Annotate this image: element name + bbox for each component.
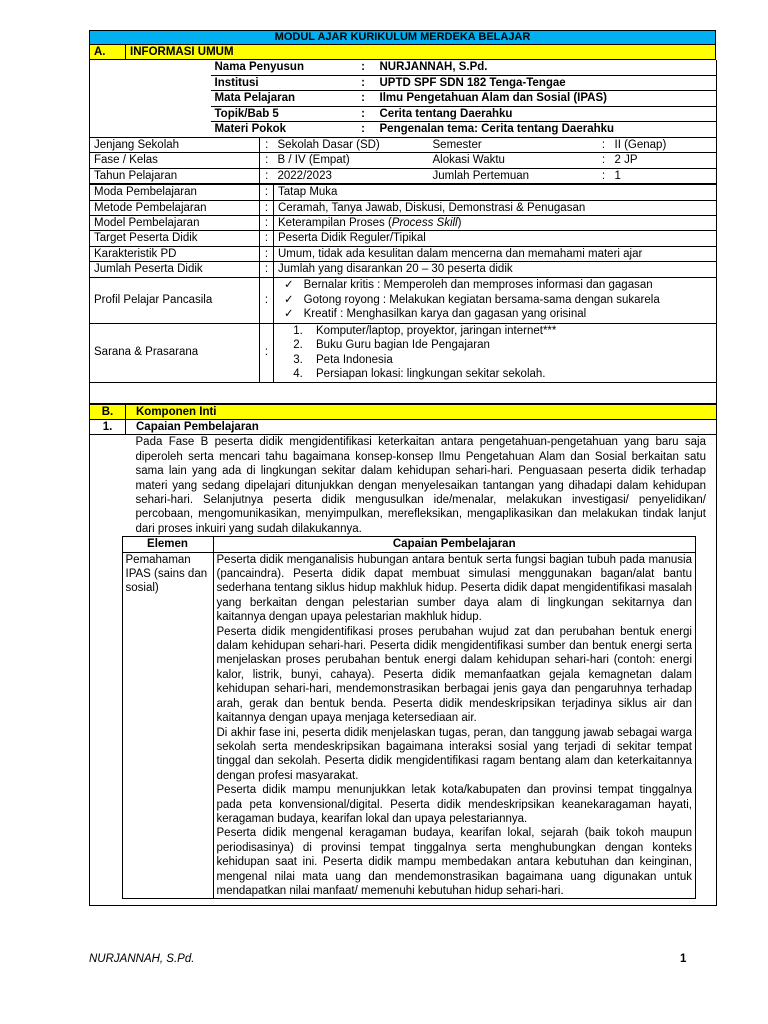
profil-label: Profil Pelajar Pancasila [90, 277, 260, 323]
sarana-list [278, 324, 712, 382]
document-content [89, 30, 716, 906]
sarana-label: Sarana & Prasarana [90, 323, 260, 382]
attribute-row [90, 200, 717, 215]
detail-value: B / IV (Empat) [274, 153, 429, 168]
info-value: Pengenalan tema: Cerita tentang Daerahku [379, 123, 615, 136]
header-capaian: Capaian Pembelajaran [213, 537, 696, 552]
info-value: UPTD SPF SDN 182 Tenga-Tengae [376, 75, 717, 91]
profil-list [278, 278, 712, 321]
info-label: Mata Pelajaran [211, 91, 351, 107]
info-label: Nama Penyusun [211, 60, 351, 75]
info-label: Materi Pokok [214, 123, 287, 136]
info-indent [90, 122, 211, 137]
element-name: Pemahaman IPAS (sains dan sosial) [122, 552, 213, 899]
detail-table [89, 137, 717, 184]
detail-colon-2: : [597, 137, 611, 152]
spacer-row [90, 382, 717, 403]
detail-colon-2: : [597, 168, 611, 183]
attribute-label: Karakteristik PD [90, 246, 260, 261]
sarana-list-cell [274, 323, 717, 382]
attribute-colon: : [260, 231, 274, 246]
info-value: Cerita tentang Daerahku [376, 106, 717, 122]
info-row [90, 75, 717, 91]
detail-row [90, 153, 717, 168]
capaian-paragraph: Peserta didik mampu menunjukkan letak kota/kabupaten dan provinsi tempat tinggalnya pada peta konvensional/digital. Peserta didik mendeskripsikan keanekaragaman hayati, keragaman budaya, kearifan lokal dan upaya pelestariannya. [216, 784, 692, 825]
attribute-value-cell [274, 215, 717, 230]
capaian-intro: Pada Fase B peserta didik mengidentifikasi keterkaitan antara pengetahuan-pengetahuan yang baru saja diperoleh serta mencari tahu bagaimana konsep-konsep Ilmu Pengetahuan Alam dan Sosial berkaitan satu sama lain yang ada di lingkungan sekitar dalam kehidupan sehari-hari. Penguasaan peserta didik terhadap materi yang sedang dipelajari ditunjukkan dengan menyelesaikan tantangan yang dihadapi dalam kehidupan sehari-hari. Selanjutnya peserta didik mengusulkan ide/menalar, melakukan investigasi/ penyelidikan/ percobaan, mengomunikasikan, menyimpulkan, merefleksikan, mengaplikasikan dan melakukan tindak lanjut dari proses inkuiri yang sudah dilakukannya. [135, 436, 706, 535]
attribute-label: Jumlah Peserta Didik [90, 262, 260, 277]
info-colon: : [351, 60, 376, 75]
attribute-value-cell [274, 262, 717, 277]
attribute-value-end: ) [457, 216, 462, 229]
attribute-row [90, 262, 717, 277]
attribute-label: Model Pembelajaran [90, 215, 260, 230]
attribute-table [89, 184, 717, 403]
attribute-value: Jumlah yang disarankan 20 – 30 peserta didik [278, 263, 513, 276]
info-row [90, 91, 717, 107]
detail-label-2: Semester [429, 137, 597, 152]
attribute-row [90, 231, 717, 246]
attribute-value-italic: Process Skill [391, 216, 458, 229]
profil-list-cell [274, 277, 717, 323]
section-b-label: Komponen Inti [126, 404, 717, 419]
info-row [90, 106, 717, 122]
detail-value: Sekolah Dasar (SD) [274, 137, 429, 152]
info-colon: : [351, 106, 376, 122]
sarana-item: 1. Komputer/laptop, proyektor, jaringan internet*** [306, 324, 712, 338]
info-table [89, 60, 717, 137]
profil-item: ✓ Bernalar kritis : Memperoleh dan memproses informasi dan gagasan [284, 278, 712, 292]
page-number: 1 [680, 953, 687, 965]
detail-label: Tahun Pelajaran [90, 168, 260, 183]
capaian-paragraph: Peserta didik menganalisis hubungan antara bentuk serta fungsi bagian tubuh pada manusia (pancaindra). Peserta didik dapat membuat simulasi menggunakan bagan/alat bantu sederhana tentang siklus hidup makhluk hidup. Peserta didik dapat mengidentifikasi masalah yang berkaitan dengan pelestarian sumber daya alam di lingkungan sekitarnya dan kaitannya dengan upaya pelestarian makhluk hidup. [216, 553, 692, 624]
capaian-label: Capaian Pembelajaran [126, 419, 717, 434]
attribute-label: Metode Pembelajaran [90, 200, 260, 215]
attribute-value-cell [274, 231, 717, 246]
detail-value-2: 1 [611, 168, 717, 183]
attribute-value: Keterampilan Proses ( [278, 216, 392, 229]
detail-label-2: Jumlah Pertemuan [429, 168, 597, 183]
indent-cell [90, 435, 126, 906]
capaian-description [213, 552, 696, 899]
profil-item: ✓ Gotong royong : Melakukan kegiatan bersama-sama dengan sukarela [284, 293, 712, 307]
detail-value-2: II (Genap) [611, 137, 717, 152]
detail-row [90, 137, 717, 152]
component-table [89, 404, 717, 907]
attribute-colon: : [260, 246, 274, 261]
detail-colon: : [260, 168, 274, 183]
capaian-paragraph: Peserta didik mengenal keragaman budaya, kearifan lokal, sejarah (baik tokoh maupun periodisasinya) di provinsi tempat tinggalnya serta menghubungkan dengan konteks kehidupan saat ini. Peserta didik mampu membedakan antara kebutuhan dan keinginan, mengenal nilai mata uang dan mendemonstrasikan bagaimana uang digunakan untuk mendapatkan nilai manfaat/ memenuhi kebutuhan hidup sehari-hari. [216, 827, 692, 897]
detail-label-2: Alokasi Waktu [429, 153, 597, 168]
info-label: Topik/Bab 5 [211, 106, 351, 122]
attribute-row [90, 185, 717, 200]
detail-colon-2: : [597, 153, 611, 168]
info-indent [90, 75, 211, 91]
section-a-label: INFORMASI UMUM [126, 45, 716, 60]
info-row [90, 60, 717, 75]
capaian-body [126, 435, 717, 906]
capaian-inner-table [122, 536, 697, 899]
detail-value: 2022/2023 [274, 168, 429, 183]
header-elemen: Elemen [122, 537, 213, 552]
attribute-colon: : [260, 185, 274, 200]
sarana-item: 2. Buku Guru bagian Ide Pengajaran [306, 338, 712, 352]
attribute-row [90, 246, 717, 261]
detail-label: Fase / Kelas [90, 153, 260, 168]
detail-row [90, 168, 717, 183]
sarana-colon: : [260, 323, 274, 382]
profil-colon: : [260, 277, 274, 323]
attribute-row [90, 215, 717, 230]
document-title: MODUL AJAR KURIKULUM MERDEKA BELAJAR [90, 31, 716, 45]
section-b-number: B. [90, 404, 126, 419]
info-indent [90, 106, 211, 122]
attribute-label: Moda Pembelajaran [90, 185, 260, 200]
attribute-colon: : [260, 215, 274, 230]
capaian-number: 1. [90, 419, 126, 434]
detail-label: Jenjang Sekolah [90, 137, 260, 152]
attribute-value: Ceramah, Tanya Jawab, Diskusi, Demonstrasi & Penugasan [278, 201, 586, 214]
attribute-value: Peserta Didik Reguler/Tipikal [278, 232, 426, 245]
attribute-colon: : [260, 200, 274, 215]
info-row [90, 122, 717, 137]
profil-item: ✓ Kreatif : Menghasilkan karya dan gagasan yang orisinal [284, 307, 712, 321]
footer-author: NURJANNAH, S.Pd. [89, 953, 195, 965]
info-colon: : [361, 123, 365, 136]
attribute-value-cell [274, 246, 717, 261]
sarana-item: 3. Peta Indonesia [306, 353, 712, 367]
attribute-value-cell [274, 200, 717, 215]
main-table [89, 30, 716, 60]
detail-colon: : [260, 153, 274, 168]
attribute-value: Tatap Muka [278, 186, 338, 199]
attribute-colon: : [260, 262, 274, 277]
capaian-paragraph: Di akhir fase ini, peserta didik menjelaskan tugas, peran, dan tanggung jawab sebagai warga sekolah serta mendeskripsikan bagaimana interaksi sosial yang terjadi di sekitar tempat tinggal dan sekolah. Peserta didik mengidentifikasi ragam bentang alam dan keterkaitannya dengan profesi masyarakat. [216, 726, 692, 782]
detail-colon: : [260, 137, 274, 152]
detail-value-2: 2 JP [611, 153, 717, 168]
info-value: NURJANNAH, S.Pd. [376, 60, 717, 75]
attribute-value-cell [274, 185, 717, 200]
section-a-number: A. [90, 45, 126, 60]
attribute-value: Umum, tidak ada kesulitan dalam mencerna dan memahami materi ajar [278, 247, 643, 260]
info-colon: : [351, 75, 376, 91]
info-colon: : [351, 91, 376, 107]
sarana-item: 4. Persiapan lokasi: lingkungan sekitar sekolah. [306, 367, 712, 381]
info-label: Institusi [211, 75, 351, 91]
capaian-paragraph: Peserta didik mengidentifikasi proses perubahan wujud zat dan perubahan bentuk energi dalam kehidupan sehari-hari. Peserta didik mengidentifikasi sumber dan bentuk energi serta menjelaskan proses perubahan bentuk energi dalam kehidupan sehari-hari (contoh: energi kalor, listrik, bunyi, cahaya). Peserta didik memanfaatkan gejala kemagnetan dalam kehidupan sehari-hari, mendemonstrasikan berbagai jenis gaya dan pengaruhnya terhadap arah, gerak dan bentuk benda. Peserta didik mendeskripsikan terjadinya siklus air dan kaitannya dengan upaya menjaga ketersediaan air. [216, 625, 692, 725]
info-value: Ilmu Pengetahuan Alam dan Sosial (IPAS) [376, 91, 717, 107]
info-indent [90, 60, 211, 75]
attribute-label: Target Peserta Didik [90, 231, 260, 246]
info-indent [90, 91, 211, 107]
